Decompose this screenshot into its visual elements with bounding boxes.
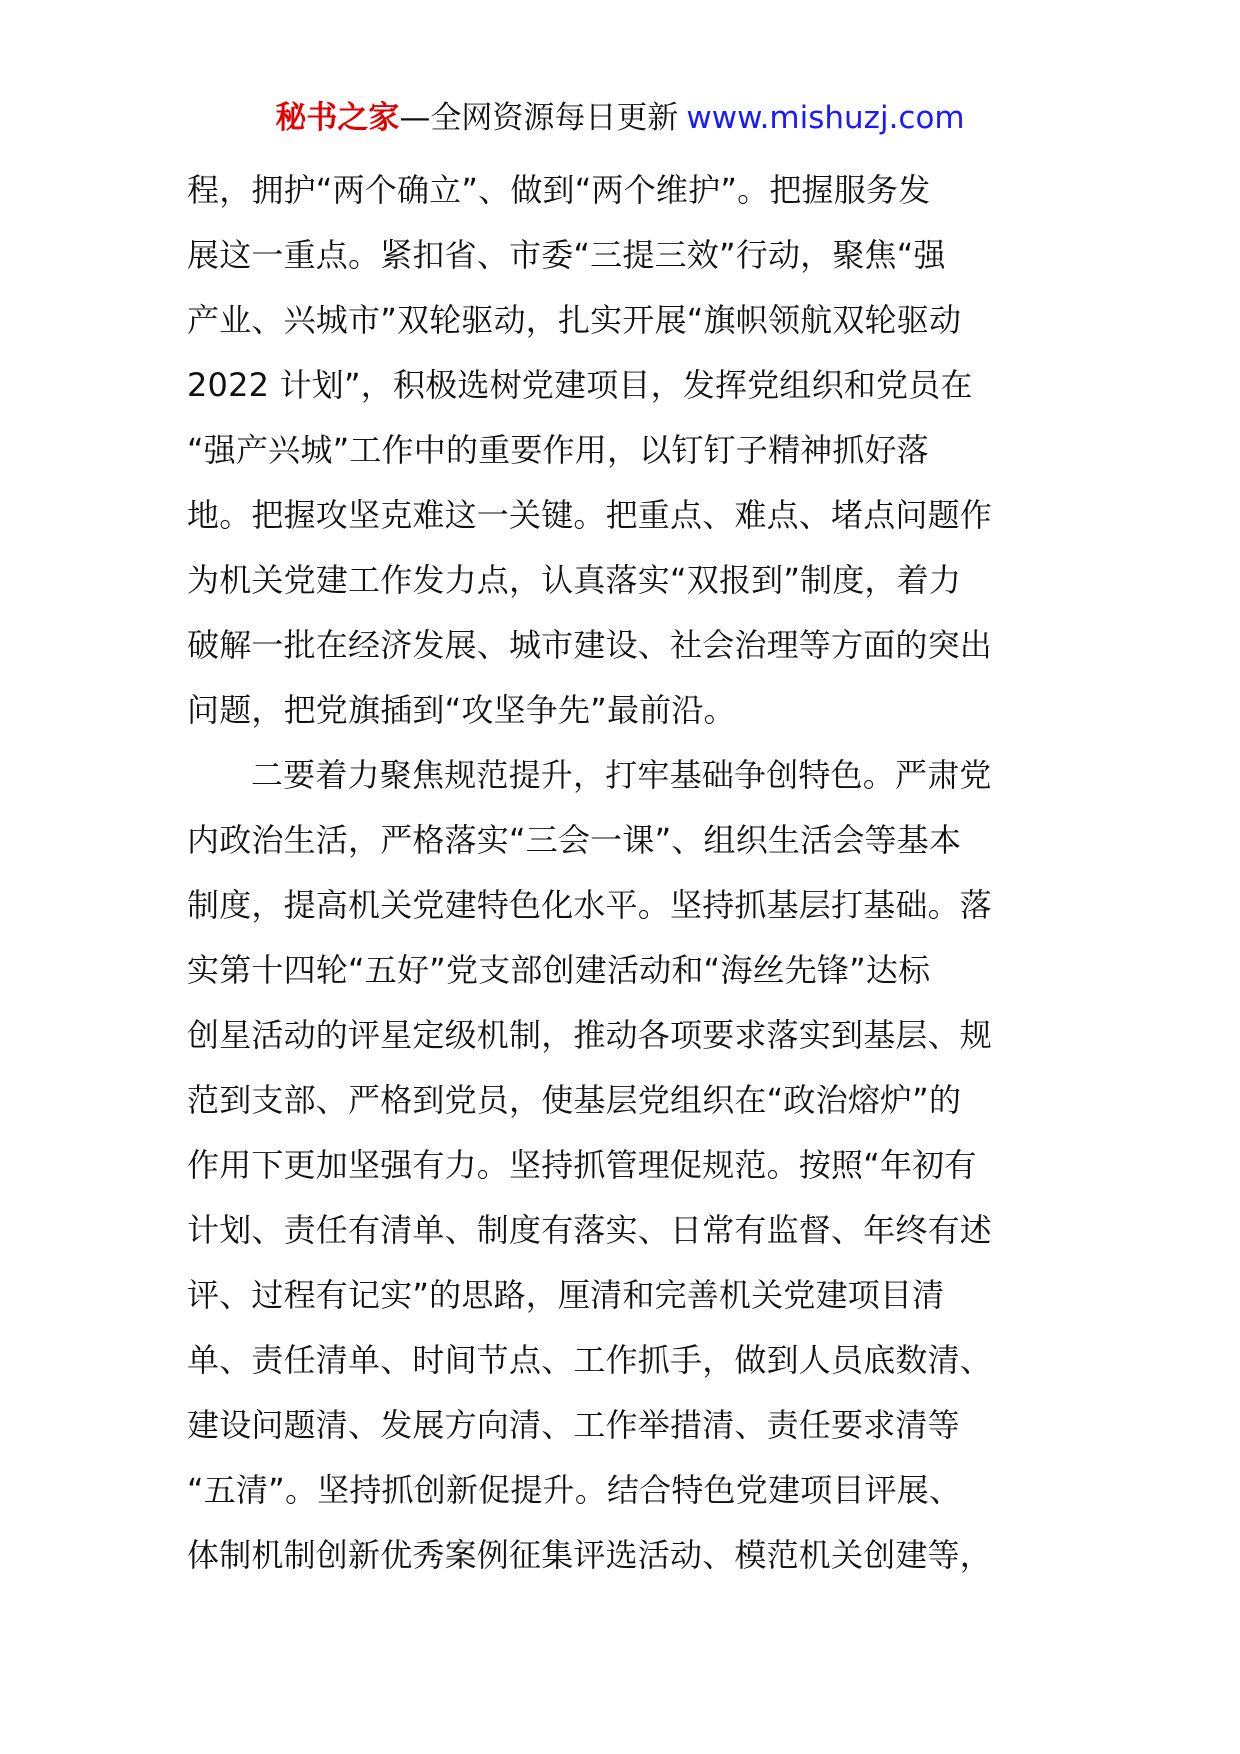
text-line: 建设问题清、发展方向清、工作举措清、责任要求清等: [187, 1406, 960, 1444]
text-line: 制度，提高机关党建特色化水平。坚持抓基层打基础。落: [187, 886, 993, 924]
text-line: “五清”。坚持抓创新促提升。结合特色党建项目评展、: [187, 1471, 962, 1509]
text-line: 评、过程有记实”的思路，厘清和完善机关党建项目清: [187, 1276, 945, 1314]
website-link[interactable]: www.mishuzj.com: [686, 100, 965, 136]
text-line: 地。把握攻坚克难这一关键。把重点、难点、堵点问题作: [187, 496, 993, 534]
text-line: 实第十四轮“五好”党支部创建活动和“海丝先锋”达标: [187, 951, 931, 989]
document-body: [187, 158, 1053, 1588]
text-line: “强产兴城”工作中的重要作用，以钉钉子精神抓好落: [187, 431, 929, 469]
page-header: [0, 98, 1240, 138]
text-line: 范到支部、严格到党员，使基层党组织在“政治熔炉”的: [187, 1081, 962, 1119]
text-line: 内政治生活，严格落实“三会一课”、组织生活会等基本: [187, 821, 962, 859]
paragraph-start-line: 二要着力聚焦规范提升，打牢基础争创特色。严肃党: [251, 756, 992, 794]
text-line: 2022 计划”，积极选树党建项目，发挥党组织和党员在: [187, 366, 973, 404]
header-tagline: —全网资源每日更新: [399, 100, 679, 136]
brand-name: 秘书之家: [275, 100, 400, 136]
text-line: 创星活动的评星定级机制，推动各项要求落实到基层、规: [187, 1016, 993, 1054]
text-line: 展这一重点。紧扣省、市委“三提三效”行动，聚焦“强: [187, 236, 946, 274]
text-line: 产业、兴城市”双轮驱动，扎实开展“旗帜领航双轮驱动: [187, 301, 962, 339]
text-line: 为机关党建工作发力点，认真落实“双报到”制度，着力: [187, 561, 962, 599]
text-line: 计划、责任有清单、制度有落实、日常有监督、年终有述: [187, 1211, 993, 1249]
text-line: 程，拥护“两个确立”、做到“两个维护”。把握服务发: [187, 171, 931, 209]
text-line: 作用下更加坚强有力。坚持抓管理促规范。按照“年初有: [187, 1146, 977, 1184]
text-line: 问题，把党旗插到“攻坚争先”最前沿。: [187, 691, 736, 729]
text-line: 单、责任清单、时间节点、工作抓手，做到人员底数清、: [187, 1341, 993, 1379]
text-line: 体制机制创新优秀案例征集评选活动、模范机关创建等，: [187, 1536, 993, 1574]
text-line: 破解一批在经济发展、城市建设、社会治理等方面的突出: [187, 626, 993, 664]
